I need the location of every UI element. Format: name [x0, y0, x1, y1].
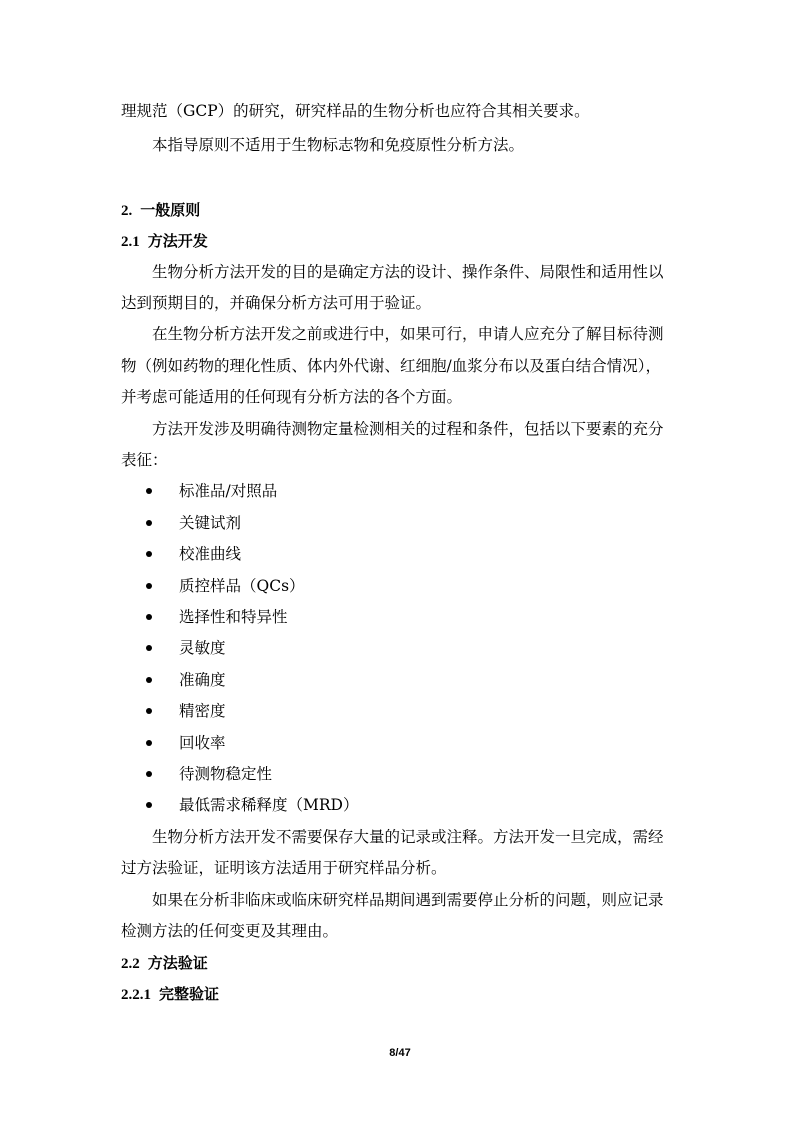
list-item-text: 灵敏度 [179, 639, 226, 657]
paragraph-line: 过方法验证，证明该方法适用于研究样品分析。 [121, 859, 447, 877]
paragraph-line: 生物分析方法开发的目的是确定方法的设计、操作条件、局限性和适用性以 [152, 263, 664, 281]
paragraph-line: 生物分析方法开发不需要保存大量的记录或注释。方法开发一旦完成，需经 [152, 828, 664, 846]
bullet-icon [146, 551, 152, 557]
section-heading [121, 200, 200, 221]
page-number: 8/47 [389, 1047, 411, 1059]
paragraph-line: 如果在分析非临床或临床研究样品期间遇到需要停止分析的问题，则应记录 [152, 891, 664, 909]
list-item-text: 关键试剂 [179, 514, 242, 532]
list-item-text: 校准曲线 [179, 545, 242, 563]
list-item-text: 精密度 [179, 702, 226, 720]
section-title: 方法验证 [147, 954, 208, 972]
section-number: 2.1 [121, 234, 140, 250]
bullet-icon [146, 614, 152, 620]
section-title: 完整验证 [159, 985, 220, 1003]
section-title: 一般原则 [140, 201, 201, 219]
list-item-text: 回收率 [179, 734, 226, 752]
paragraph-line: 在生物分析方法开发之前或进行中，如果可行，申请人应充分了解目标待测 [152, 325, 664, 343]
subsection-heading [121, 984, 219, 1005]
section-title: 方法开发 [147, 232, 208, 250]
subsection-heading [121, 231, 208, 252]
paragraph-line: 理规范（GCP）的研究，研究样品的生物分析也应符合其相关要求。 [121, 102, 590, 120]
list-item-text: 质控样品（QCs） [179, 577, 305, 595]
paragraph-line: 并考虑可能适用的任何现有分析方法的各个方面。 [121, 388, 463, 406]
paragraph-line: 表征： [121, 451, 168, 469]
section-number: 2.2.1 [121, 987, 151, 1003]
list-item-text: 准确度 [179, 671, 226, 689]
list-item-text: 最低需求稀释度（MRD） [179, 796, 359, 814]
paragraph-line: 检测方法的任何变更及其理由。 [121, 922, 339, 940]
paragraph-line: 达到预期目的，并确保分析方法可用于验证。 [121, 294, 432, 312]
bullet-icon [146, 740, 152, 746]
subsection-heading [121, 953, 208, 974]
bullet-icon [146, 645, 152, 651]
list-item-text: 标准品/对照品 [179, 482, 278, 500]
list-item-text: 选择性和特异性 [179, 608, 288, 626]
paragraph-line: 本指导原则不适用于生物标志物和免疫原性分析方法。 [152, 136, 525, 154]
bullet-icon [146, 488, 152, 494]
bullet-icon [146, 771, 152, 777]
section-number: 2. [121, 203, 133, 219]
bullet-icon [146, 583, 152, 589]
paragraph-line: 物（例如药物的理化性质、体内外代谢、红细胞/血浆分布以及蛋白结合情况）， [121, 357, 661, 375]
list-item-text: 待测物稳定性 [179, 765, 273, 783]
bullet-icon [146, 677, 152, 683]
section-number: 2.2 [121, 956, 140, 972]
bullet-icon [146, 520, 152, 526]
bullet-icon [146, 708, 152, 714]
paragraph-line: 方法开发涉及明确待测物定量检测相关的过程和条件，包括以下要素的充分 [152, 420, 664, 438]
bullet-icon [146, 802, 152, 808]
